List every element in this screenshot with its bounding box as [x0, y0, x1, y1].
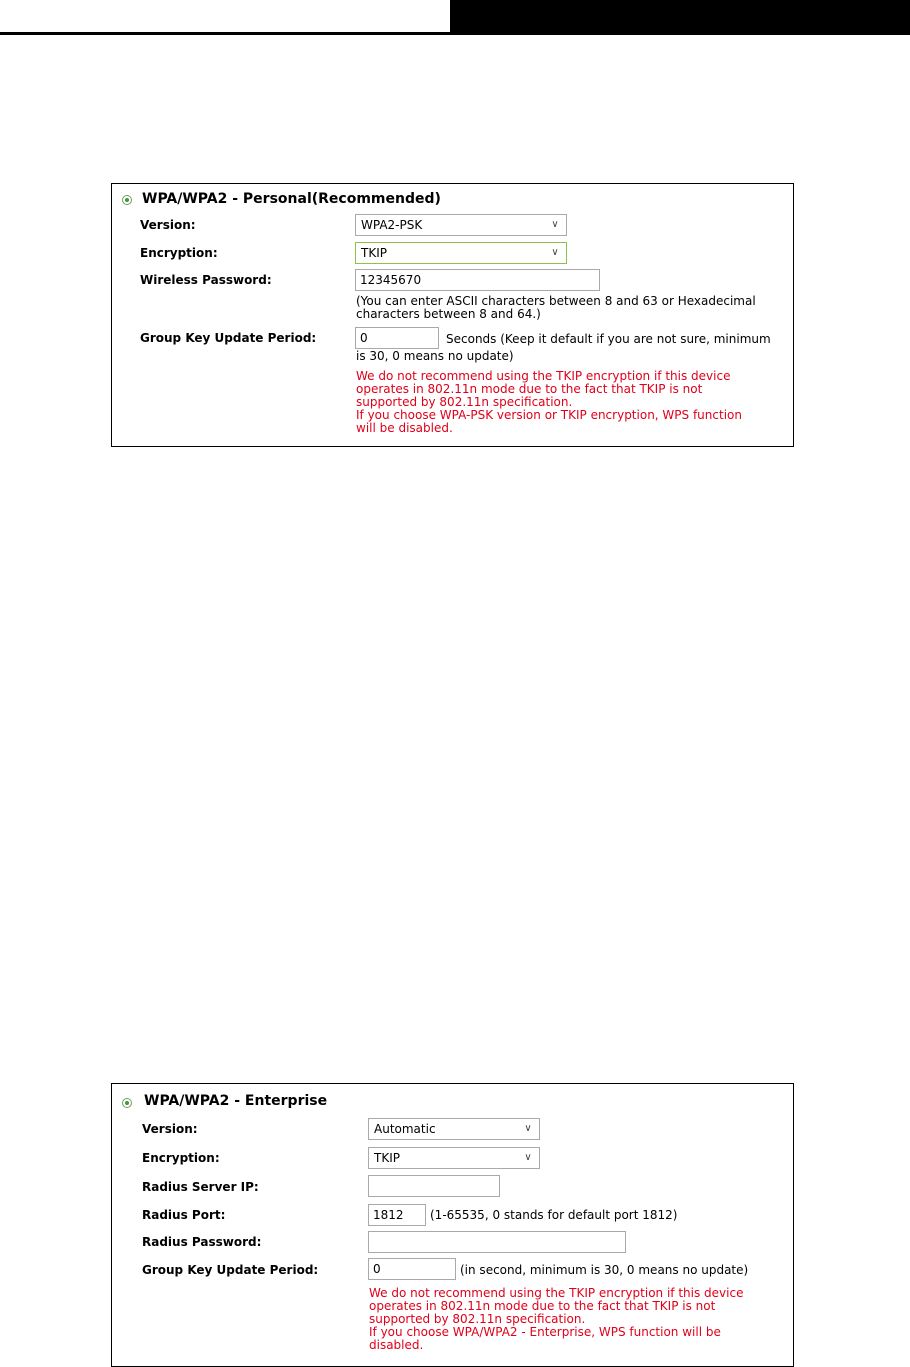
warning-line: We do not recommend using the TKIP encryption if this device: [369, 1286, 744, 1300]
encryption-label: Encryption:: [142, 1151, 220, 1165]
encryption-select[interactable]: [368, 1147, 540, 1169]
wireless-password-input[interactable]: 12345670: [355, 269, 600, 291]
radius-port-input[interactable]: 1812: [368, 1204, 426, 1226]
version-label: Version:: [140, 218, 196, 232]
chevron-down-icon: ∨: [524, 1152, 532, 1163]
warning-line: disabled.: [369, 1338, 424, 1352]
wpa-personal-panel: [111, 183, 794, 447]
warning-line: We do not recommend using the TKIP encryption if this device: [356, 369, 731, 383]
chevron-down-icon: ∨: [551, 247, 559, 258]
wpa-enterprise-panel: [111, 1083, 794, 1367]
warning-line: supported by 802.11n specification.: [356, 395, 573, 409]
warning-line: operates in 802.11n mode due to the fact that TKIP is not: [369, 1299, 716, 1313]
encryption-value: TKIP: [361, 246, 387, 260]
version-value: Automatic: [374, 1122, 436, 1136]
password-hint: [356, 295, 756, 321]
gkup-hint-2: is 30, 0 means no update): [356, 349, 514, 363]
warning-line: will be disabled.: [356, 421, 453, 435]
version-label: Version:: [142, 1122, 198, 1136]
password-hint-line: characters between 8 and 64.): [356, 307, 541, 321]
chevron-down-icon: ∨: [524, 1123, 532, 1134]
encryption-select[interactable]: [355, 242, 567, 264]
header-bar: [450, 0, 910, 35]
wpa-enterprise-title: WPA/WPA2 - Enterprise: [144, 1093, 328, 1109]
group-key-update-period-input[interactable]: 0: [355, 327, 439, 349]
warning-line: If you choose WPA-PSK version or TKIP encryption, WPS function: [356, 408, 742, 422]
group-key-update-period-label: Group Key Update Period:: [140, 331, 317, 345]
version-value: WPA2-PSK: [361, 218, 423, 232]
tkip-warning: [356, 370, 742, 435]
wireless-password-label: Wireless Password:: [140, 273, 272, 287]
radius-server-ip-label: Radius Server IP:: [142, 1180, 259, 1194]
group-key-update-period-input[interactable]: 0: [368, 1258, 456, 1280]
warning-line: supported by 802.11n specification.: [369, 1312, 586, 1326]
radius-password-input[interactable]: [368, 1231, 626, 1253]
warning-line: operates in 802.11n mode due to the fact that TKIP is not: [356, 382, 703, 396]
wpa-personal-title: WPA/WPA2 - Personal(Recommended): [142, 191, 441, 207]
chevron-down-icon: ∨: [551, 219, 559, 230]
version-select[interactable]: [355, 214, 567, 236]
wpa-enterprise-radio[interactable]: [122, 1098, 132, 1108]
gkup-hint-1: Seconds (Keep it default if you are not sure, minimum: [446, 332, 771, 346]
gkup-hint: (in second, minimum is 30, 0 means no update): [460, 1263, 749, 1277]
wpa-personal-radio[interactable]: [122, 195, 132, 205]
version-select[interactable]: [368, 1118, 540, 1140]
radius-port-hint: (1-65535, 0 stands for default port 1812): [430, 1208, 678, 1222]
password-hint-line: (You can enter ASCII characters between 8 and 63 or Hexadecimal: [356, 294, 756, 308]
radius-port-label: Radius Port:: [142, 1208, 226, 1222]
radius-server-ip-input[interactable]: [368, 1175, 500, 1197]
tkip-warning: [369, 1287, 743, 1352]
group-key-update-period-label: Group Key Update Period:: [142, 1263, 319, 1277]
warning-line: If you choose WPA/WPA2 - Enterprise, WPS function will be: [369, 1325, 721, 1339]
radius-password-label: Radius Password:: [142, 1235, 262, 1249]
header-rule: [0, 32, 450, 35]
encryption-label: Encryption:: [140, 246, 218, 260]
encryption-value: TKIP: [374, 1151, 400, 1165]
